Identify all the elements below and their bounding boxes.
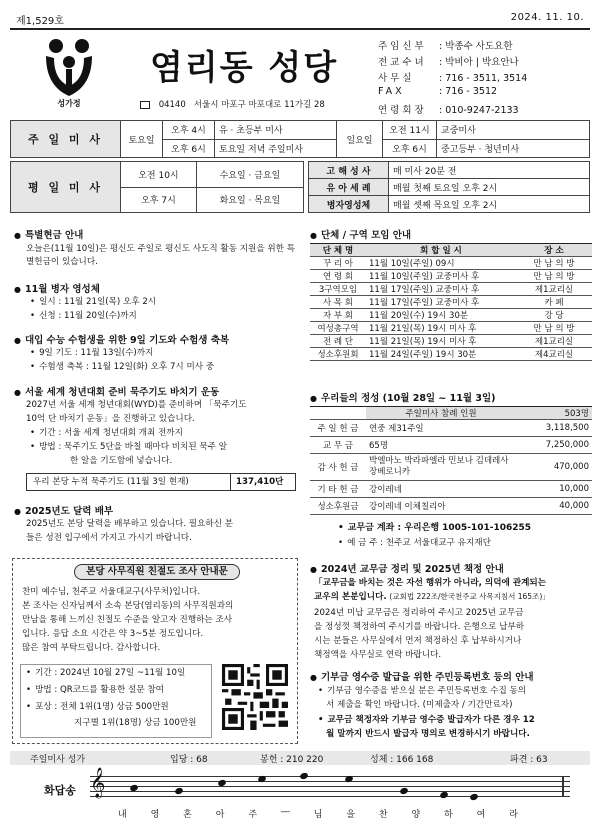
list-item: • 일시 : 11월 21일(목) 오후 2시 (30, 296, 156, 309)
offering-type: 기 타 헌 금 (310, 481, 366, 498)
survey-line: 많은 참여 부탁드립니다. 감사합니다. (22, 643, 161, 653)
survey-line: 만남을 통해 느끼신 친절도 수준을 알고자 진행하는 조사 (22, 615, 233, 625)
group-schedule-table (310, 243, 592, 361)
mass-desc: 유 · 초등부 미사 (215, 121, 337, 140)
offering-note: 강이레네 (366, 481, 516, 498)
contact-sisters: 전교수녀 : 박비아 | 박요안나 (378, 54, 519, 68)
mass-time: 오후 4시 (163, 121, 215, 140)
lyric-syllable: 주 (248, 810, 258, 820)
list-item: • 수험생 축복 : 11월 12일(화) 오후 7시 미사 중 (30, 361, 214, 374)
offering-note: 박엘마노 박라파엘라 민보나 김데레사 장베로니카 (366, 454, 516, 481)
mass-time: 오전 11시 (383, 121, 437, 140)
receipt-heading: ● 기부금 영수증 발급을 위한 주민등록번호 등의 안내 (310, 669, 534, 683)
hymn-communion: 성체 : 166 168 (370, 755, 434, 765)
list-item: • 9일 기도 : 11월 13일(수)까지 (30, 347, 153, 360)
table-row (310, 335, 592, 348)
rosary-count-value: 137,410단 (236, 477, 284, 487)
hymn-bar (10, 751, 590, 765)
survey-line: 입니다. 응답 소요 시간은 약 3~5분 정도입니다. (22, 629, 204, 639)
group-name: 3구역모임 (310, 283, 366, 296)
meeting-place: 제1교리실 (516, 335, 592, 348)
dues-heading: ● 2024년 교무금 정리 및 2025년 책정 안내 (310, 561, 504, 575)
logo-caption: 성가정 (57, 99, 81, 108)
list-item: • 신청 : 11월 20일(수)까지 (30, 310, 137, 323)
lyric-syllable: 을 (346, 810, 356, 820)
contact-label: FAX (378, 86, 405, 97)
note-icon (469, 793, 479, 801)
staff-line (90, 781, 570, 782)
sacrament-label: 고 해 성 사 (309, 162, 389, 179)
survey-item: 지구별 1위(18명) 상금 100만원 (74, 718, 197, 728)
table-row (310, 257, 592, 270)
dues-quote-text: 교우의 본분입니다. (314, 592, 387, 602)
meeting-time: 11월 10일(주일) 09시 (366, 257, 516, 270)
sunday-mass-label: 주 일 미 사 (11, 121, 121, 158)
lyric-syllable: 아 (215, 810, 225, 820)
table-row (310, 322, 592, 335)
contact-label: 연령회장 (378, 105, 427, 116)
survey-line: 본 조사는 신자님께서 소속 본당(염리동)의 사무직원과의 (22, 601, 234, 611)
mass-time: 오전 10시 (121, 162, 197, 188)
calendar-body-line: 2025년도 본당 달력을 배부하고 있습니다. 필요하신 분 (26, 519, 234, 529)
response-psalm-label: 화답송 (44, 784, 76, 797)
contact-fax: FAX : 716 - 3512 (378, 86, 498, 97)
group-name: 자 부 회 (310, 309, 366, 322)
offering-amount: 3,118,500 (516, 420, 592, 437)
contact-office: 사무실 : 716 - 3511, 3514 (378, 70, 527, 84)
group-name: 사 목 회 (310, 296, 366, 309)
dues-quote-source: (교회법 222조/한국천주교 사목지침서 165조)」 (389, 592, 550, 601)
mass-days: 화요일 · 목요일 (196, 187, 303, 213)
table-row (310, 283, 592, 296)
attendance-row (310, 407, 592, 420)
group-name: 전 례 단 (310, 335, 366, 348)
staff-line (90, 796, 570, 797)
offering-amount: 470,000 (516, 454, 592, 481)
mass-desc: 중고등부 · 청년미사 (437, 139, 590, 158)
lyric-syllable: 찬 (378, 810, 388, 820)
offering-amount: 40,000 (516, 498, 592, 515)
weekday-mass-label: 평 일 미 사 (11, 162, 121, 213)
mass-days: 수요일 · 금요일 (196, 162, 303, 188)
meeting-place: 제1교리실 (516, 283, 592, 296)
lyric-syllable: 님 (313, 810, 323, 820)
mass-desc: 토요일 저녁 주일미사 (215, 139, 337, 158)
hymn-label: 주일미사 성가 (30, 755, 86, 765)
table-row (310, 454, 592, 481)
note-icon (399, 787, 409, 795)
offering-amount: 7,250,000 (516, 437, 592, 454)
contact-label: 전교수녀 (378, 57, 427, 68)
treble-clef-icon: 𝄞 (90, 768, 106, 798)
meeting-place: 제4교리실 (516, 348, 592, 361)
meeting-time: 11월 17일(주일) 교중미사 후 (366, 283, 516, 296)
contact-value: 716 - 3511, 3514 (445, 73, 528, 84)
receipt-item-cont: 월 말까지 반드시 발급자 명의로 변경하시기 바랍니다. (326, 729, 530, 739)
table-row (310, 498, 592, 515)
column-header: 회 합 일 시 (366, 244, 516, 257)
dues-body-line: 책정액을 사무실로 연락 바랍니다. (314, 650, 442, 660)
note-icon (174, 787, 184, 795)
offering-note: 65명 (366, 437, 516, 454)
sacrament-label: 병자영성체 (309, 196, 389, 213)
attendance-label: 주일미사 참례 인원 (366, 407, 516, 420)
mass-time: 오후 6시 (383, 139, 437, 158)
mass-desc: 교중미사 (437, 121, 590, 140)
note-icon (439, 791, 449, 799)
mail-icon (140, 101, 150, 109)
meeting-place: 강 당 (516, 309, 592, 322)
dues-body-line: 2024년 미납 교무금은 정리하여 주시고 2025년 교무금 (314, 608, 524, 618)
table-row (310, 270, 592, 283)
lyric-syllable: 영 (150, 810, 160, 820)
contact-funeral: 연령회장 : 010-9247-2133 (378, 102, 519, 116)
contact-label: 주임신부 (378, 41, 427, 52)
weekday-mass-table (10, 161, 304, 213)
issue-number: 제1,529호 (16, 16, 64, 27)
contact-value: 010-9247-2133 (445, 105, 519, 116)
offering-type: 주 일 헌 금 (310, 420, 366, 437)
holy-family-logo-icon (38, 36, 100, 100)
bank-account: • 교무금 계좌 : 우리은행 1005-101-106255 (338, 522, 531, 535)
meeting-place: 만 남 의 방 (516, 322, 592, 335)
lyric-syllable: 내 (118, 810, 127, 820)
rosary-count-box (26, 473, 296, 491)
note-icon (299, 772, 309, 780)
exam-prayer-heading: ● 대입 수능 수험생을 위한 9일 기도와 수험생 축복 (14, 332, 229, 346)
sacrament-label: 유 아 세 례 (309, 179, 389, 196)
zip-code: 04140 (158, 100, 186, 110)
contact-value: 박종수 사도요한 (445, 41, 513, 52)
attendance-value: 503명 (516, 407, 592, 420)
issue-date: 2024. 11. 10. (510, 12, 584, 23)
survey-title: 본당 사무직원 친절도 조사 안내문 (74, 564, 240, 580)
meeting-time: 11월 24일(주일) 19시 30분 (366, 348, 516, 361)
mass-time: 오후 7시 (121, 187, 197, 213)
meeting-time: 11월 17일(주일) 교중미사 후 (366, 296, 516, 309)
group-schedule-heading: ● 단체 / 구역 모임 안내 (310, 227, 411, 241)
meeting-place: 만 남 의 방 (516, 270, 592, 283)
survey-qr-code-icon[interactable] (222, 664, 288, 730)
hymn-offertory: 봉헌 : 210 220 (260, 755, 324, 765)
group-name: 연 령 회 (310, 270, 366, 283)
group-name: 꾸 리 아 (310, 257, 366, 270)
sacrament-value: 매월 셋째 목요일 오후 2시 (389, 196, 590, 213)
offering-note: 연중 제31주일 (366, 420, 516, 437)
mass-time: 오후 6시 (163, 139, 215, 158)
offering-type: 감 사 헌 금 (310, 454, 366, 481)
street-address: 서울시 마포구 마포대로 11가길 28 (193, 100, 325, 110)
meeting-time: 11월 21일(목) 19시 미사 후 (366, 335, 516, 348)
divider (230, 474, 231, 490)
survey-line: 찬미 예수님, 천주교 서울대교구(사무처)입니다. (22, 587, 201, 597)
rosary-body-line: 2027년 서울 세계 청년대회(WYD)를 준비하며 「묵주기도 (26, 400, 247, 410)
sacrament-value: 매 미사 20분 전 (389, 162, 590, 179)
column-header: 장 소 (516, 244, 592, 257)
lyric-syllable: 여 (476, 810, 486, 820)
table-header-row (310, 244, 592, 257)
table-row (310, 420, 592, 437)
offering-type: 성소후원금 (310, 498, 366, 515)
parish-title: 염리동 성당 (150, 48, 339, 88)
lyric-syllable: 양 (411, 810, 421, 820)
lyric-syllable: ― (280, 807, 290, 817)
staff-line (90, 786, 570, 787)
contact-pastor: 주임신부 : 박종수 사도요한 (378, 38, 513, 52)
table-row (310, 348, 592, 361)
hymn-recessional: 파견 : 63 (510, 755, 548, 765)
bar-line (562, 776, 564, 797)
offerings-table (310, 406, 592, 515)
table-row (310, 309, 592, 322)
table-row (310, 296, 592, 309)
calendar-body-line: 들은 성전 입구에서 가지고 가시기 바랍니다. (26, 533, 192, 543)
offering-note: 강이레네 이체칠리아 (366, 498, 516, 515)
sunday-label: 일요일 (337, 121, 383, 158)
lyrics (118, 807, 518, 820)
dues-body-line: 시는 분들은 사무실에서 먼저 책정하신 후 납부하시거나 (314, 636, 522, 646)
meeting-time: 11월 20일(수) 19시 30분 (366, 309, 516, 322)
contact-value: 716 - 3512 (445, 86, 498, 97)
special-offering-heading: ● 특별현금 안내 (14, 227, 83, 241)
dues-quote-line (314, 590, 550, 604)
saturday-label: 토요일 (121, 121, 163, 158)
rosary-body-line: 10억 단 바치기 운동」을 진행하고 있습니다. (26, 414, 195, 424)
receipt-item: • 기부금 영수증을 받으실 분은 주민등록번호 수집 동의 (318, 685, 526, 698)
staff-line (90, 776, 570, 777)
lyric-syllable: 하 (444, 810, 453, 820)
lyric-syllable: 혼 (183, 810, 192, 820)
survey-item: • 방법 : QR코드를 활용한 설문 참여 (26, 684, 164, 697)
meeting-place: 카 페 (516, 296, 592, 309)
rosary-count-label: 우리 본당 누적 묵주기도 (11월 3일 현재) (33, 477, 189, 487)
list-item: • 방법 : 묵주기도 5단을 바칠 때마다 비치된 묵주 알 (30, 441, 227, 454)
account-holder: • 예 금 주 : 천주교 서울대교구 유지재단 (338, 537, 491, 550)
meeting-time: 11월 21일(목) 19시 미사 후 (366, 322, 516, 335)
hymn-entrance: 입당 : 68 (170, 755, 208, 765)
offerings-heading: ● 우리들의 정성 (10월 28일 ~ 11월 3일) (310, 390, 496, 404)
table-row (310, 481, 592, 498)
parish-address (140, 98, 325, 110)
contact-value: 박비아 | 박요안나 (445, 57, 519, 68)
calendar-heading: ● 2025년도 달력 배부 (14, 503, 113, 517)
receipt-item: • 교무금 책정자와 기부금 영수증 발급자가 다른 경우 12 (318, 714, 535, 727)
receipt-item-cont: 서 제출을 확인 바랍니다. (미제출자 / 기간만료자) (326, 700, 513, 710)
sacraments-table (308, 161, 590, 213)
dues-quote-line: 「교무금을 바치는 것은 자선 행위가 아니라, 의덕에 관계되는 (314, 578, 547, 588)
list-item-cont: 한 알을 기도함에 넣습니다. (70, 456, 173, 466)
sunday-mass-table (10, 120, 590, 158)
offering-type: 교 무 금 (310, 437, 366, 454)
meeting-place: 만 남 의 방 (516, 257, 592, 270)
list-item: • 기간 : 서울 세계 청년대회 개최 전까지 (30, 427, 183, 440)
lyric-syllable: 라 (509, 810, 518, 820)
top-divider (10, 28, 590, 30)
dues-body-line: 을 정성껏 책정하여 주시기를 바랍니다. 은행으로 납부하 (314, 622, 525, 632)
offering-amount: 10,000 (516, 481, 592, 498)
survey-item: • 포상 : 전체 1위(1명) 상금 500만원 (26, 701, 169, 714)
special-offering-body: 오늘은(11월 10일)은 평신도 주일로 평신도 사도직 활동 지원을 위한 특별헌금이 있습니다. (26, 244, 296, 267)
group-name: 성소후원회 (310, 348, 366, 361)
sick-communion-heading: ● 11월 병자 영성체 (14, 281, 100, 295)
contact-label: 사무실 (378, 73, 415, 84)
rosary-campaign-heading: ● 서울 세계 청년대회 준비 묵주기도 바치기 운동 (14, 384, 219, 398)
table-row (310, 437, 592, 454)
sacrament-value: 매월 첫째 토요일 오후 2시 (389, 179, 590, 196)
column-header: 단 체 명 (310, 244, 366, 257)
survey-item: • 기간 : 2024년 10월 27일 ~11월 10일 (26, 667, 185, 680)
meeting-time: 11월 10일(주일) 교중미사 후 (366, 270, 516, 283)
staff-line (90, 791, 570, 792)
group-name: 여성총구역 (310, 322, 366, 335)
